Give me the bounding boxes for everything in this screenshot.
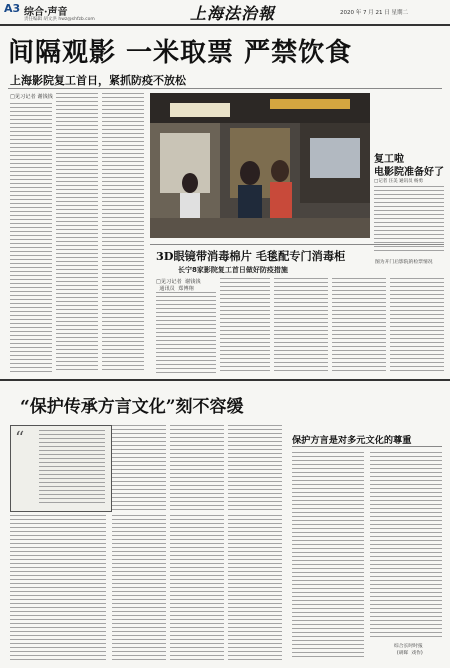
paper-title-logo: 上海法治報 — [190, 4, 276, 23]
opinion-lower-col-1 — [10, 515, 106, 660]
second-byline: □见习记者 谢钱钱 通讯员 郑博翔 — [156, 279, 201, 292]
inner-headline: 保护方言是对多元文化的尊重 — [292, 435, 412, 446]
second-body-col-2 — [220, 278, 270, 373]
opinion-lower-col-4 — [228, 515, 282, 660]
lead-body-col-2 — [56, 93, 98, 373]
masthead-divider — [0, 24, 450, 26]
section-divider — [0, 379, 450, 381]
quote-box — [10, 425, 112, 512]
second-body-col-1 — [156, 292, 216, 373]
lead-body-col-3 — [102, 93, 144, 373]
cinema-photo — [150, 93, 370, 238]
sidebar-byline: □记者 汪美 通讯员 杨勇 — [374, 179, 424, 184]
lead-byline: □见习记者 谢钱钱 — [10, 94, 53, 100]
second-body-col-4 — [332, 278, 386, 373]
section-name: 综合·声音 — [24, 7, 68, 18]
second-body-col-5 — [390, 278, 444, 373]
inner-col-2 — [370, 452, 442, 638]
inner-col-1 — [292, 452, 364, 660]
inner-footer-note: 综合长时时报 (胡晖 戏作) — [394, 644, 423, 656]
opinion-lower-col-2 — [112, 515, 166, 660]
photo-caption: 图为开门后影院的检票情况 — [375, 260, 433, 265]
opinion-lower-col-3 — [170, 515, 224, 660]
section-number: A3 — [4, 2, 21, 15]
quote-mark-icon: “ — [15, 428, 25, 449]
opinion-col-1 — [112, 425, 166, 510]
second-body-col-3 — [274, 278, 328, 373]
opinion-col-2 — [170, 425, 224, 510]
sidebar-headline-1: 复工啦 — [374, 154, 404, 165]
lead-body-col-1 — [10, 103, 52, 373]
quote-box-text — [39, 430, 105, 506]
photo-divider — [150, 244, 444, 245]
opinion-headline: “保护传承方言文化”刻不容缓 — [20, 397, 244, 417]
sidebar-headline-2: 电影院准备好了 — [374, 167, 444, 178]
second-subheadline: 长宁8家影院复工首日做好防疫措施 — [178, 266, 288, 274]
inner-divider — [292, 446, 442, 447]
lead-headline: 间隔观影 一米取票 严禁饮食 — [8, 38, 353, 68]
opinion-col-3 — [228, 425, 282, 510]
lead-subheadline: 上海影院复工首日，紧抓防疫不放松 — [10, 74, 186, 87]
masthead — [0, 0, 450, 24]
issue-date: 2020 年 7 月 21 日 星期二 — [340, 10, 408, 16]
second-headline: 3D眼镜带消毒棉片 毛毯配专门消毒柜 — [156, 249, 346, 263]
lead-divider — [8, 88, 442, 89]
editor-line: 责任编辑 胡文洪 hwz@shfzb.com — [24, 17, 95, 22]
